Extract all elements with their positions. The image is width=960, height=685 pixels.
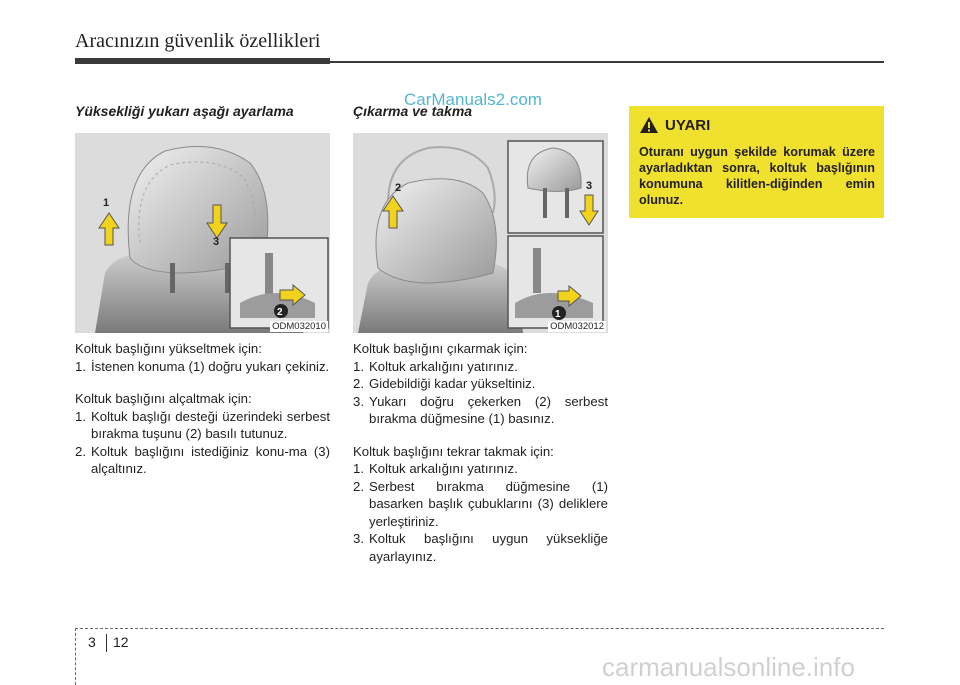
list-number: 3. xyxy=(353,393,364,409)
footer-watermark: carmanualsonline.info xyxy=(602,652,855,682)
list-number: 2. xyxy=(353,376,364,391)
chapter-number: 3 xyxy=(88,634,96,650)
figure-code: ODM032010 xyxy=(272,321,326,332)
list-text: Koltuk başlığını istediğiniz konu-ma (3) alçaltınız. xyxy=(91,443,330,476)
headrest-removal-illustration xyxy=(353,133,608,333)
section-title-remove-install: Çıkarma ve takma xyxy=(353,103,473,119)
footer-vertical-rule xyxy=(75,628,76,685)
install-intro: Koltuk başlığını tekrar takmak için: xyxy=(353,443,554,459)
list-text: Serbest bırakma düğmesine (1) basarken başlık çubuklarını (3) deliklere yerleştiriniz. xyxy=(369,478,608,529)
header-rule-thick xyxy=(75,58,330,64)
list-text: Koltuk başlığını uygun yüksekliğe ayarlayınız. xyxy=(369,531,608,564)
list-item xyxy=(353,393,608,428)
list-number: 1. xyxy=(353,461,364,476)
warning-title: UYARI xyxy=(665,116,711,134)
figure-headrest-height xyxy=(75,133,330,333)
warning-triangle-icon xyxy=(639,116,659,134)
list-number: 3. xyxy=(353,531,364,546)
list-item xyxy=(353,358,608,376)
callout-1: 1 xyxy=(103,197,110,209)
lower-intro: Koltuk başlığını alçaltmak için: xyxy=(75,391,252,406)
warning-box xyxy=(629,106,884,218)
remove-intro: Koltuk başlığını çıkarmak için: xyxy=(353,341,528,356)
list-number: 2. xyxy=(353,478,364,494)
page-header-title: Aracınızın güvenlik özellikleri xyxy=(75,30,321,52)
list-number: 2. xyxy=(75,443,86,459)
list-item xyxy=(353,478,608,531)
list-item xyxy=(353,530,608,565)
header-rule-thin xyxy=(330,61,884,63)
warning-header xyxy=(639,116,710,134)
list-number: 1. xyxy=(75,358,86,374)
footer-separator xyxy=(106,634,107,652)
list-text: Koltuk arkalığını yatırınız. xyxy=(369,461,518,476)
callout-2: 2 xyxy=(395,182,402,194)
list-text: Koltuk başlığı desteği üzerindeki serbest bırakma tuşunu (2) basılı tutunuz. xyxy=(91,408,330,441)
headrest-height-illustration xyxy=(75,133,330,333)
watermark-link[interactable]: CarManuals2.com xyxy=(404,90,542,109)
list-number: 1. xyxy=(75,408,86,424)
callout-2: 2 xyxy=(277,307,283,318)
list-text: Yukarı doğru çekerken (2) serbest bırakma düğmesine (1) basınız. xyxy=(369,393,608,426)
middle-instructions xyxy=(353,340,608,565)
list-item xyxy=(353,375,608,393)
callout-3: 3 xyxy=(213,236,220,248)
list-text: Gidebildiği kadar yükseltiniz. xyxy=(369,376,536,391)
callout-1: 1 xyxy=(555,309,561,320)
section-title-height-adjust: Yüksekliği yukarı aşağı ayarlama xyxy=(75,103,294,119)
list-item xyxy=(75,358,330,376)
callout-3: 3 xyxy=(586,180,593,192)
list-item xyxy=(75,443,330,478)
list-item xyxy=(75,408,330,443)
page-number: 12 xyxy=(113,634,129,650)
list-text: Koltuk arkalığını yatırınız. xyxy=(369,358,518,374)
raise-intro: Koltuk başlığını yükseltmek için: xyxy=(75,341,262,356)
list-item xyxy=(353,460,608,478)
footer-rule xyxy=(75,628,884,629)
list-number: 1. xyxy=(353,358,364,374)
figure-headrest-removal xyxy=(353,133,608,333)
left-instructions xyxy=(75,340,330,478)
warning-text: Oturanı uygun şekilde korumak üzere ayarladıktan sonra, koltuk başlığının konumuna kilitlen-diğinden emin olunuz. xyxy=(639,145,875,207)
list-text: İstenen konuma (1) doğru yukarı çekiniz. xyxy=(91,358,330,374)
figure-code: ODM032012 xyxy=(550,321,604,332)
